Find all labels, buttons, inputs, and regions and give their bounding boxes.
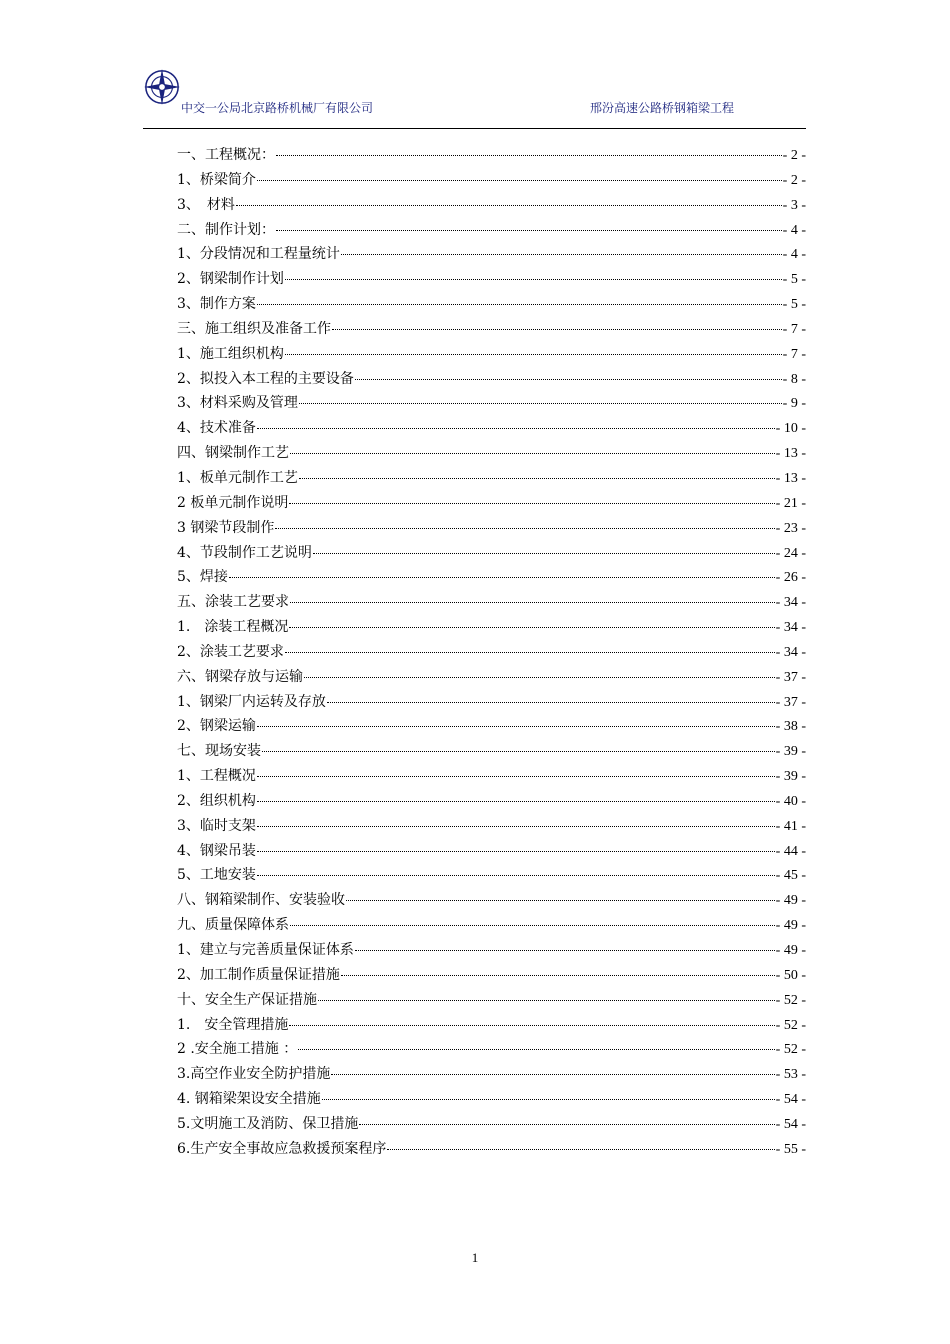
toc-dot-leader [289, 1025, 774, 1026]
toc-entry[interactable] [177, 690, 806, 715]
toc-entry[interactable] [177, 640, 806, 665]
toc-dot-leader [262, 751, 775, 752]
toc-dot-leader [257, 180, 782, 181]
toc-entry[interactable] [177, 441, 806, 466]
toc-entry-title: 1、分段情况和工程量统计 [177, 246, 340, 263]
toc-entry[interactable] [177, 541, 806, 566]
toc-entry-page: - 13 - [775, 470, 806, 486]
toc-dot-leader [229, 577, 775, 578]
toc-entry-page: - 34 - [775, 644, 806, 660]
toc-entry[interactable] [177, 367, 806, 392]
toc-entry-page: - 50 - [775, 967, 806, 983]
toc-entry[interactable] [177, 516, 806, 541]
toc-entry[interactable] [177, 590, 806, 615]
toc-entry[interactable] [177, 714, 806, 739]
toc-entry-page: - 52 - [775, 1017, 806, 1033]
toc-entry-page: - 21 - [775, 495, 806, 511]
toc-entry-title: 五、涂装工艺要求 [177, 594, 289, 611]
toc-dot-leader [332, 329, 782, 330]
toc-dot-leader [387, 1149, 774, 1150]
toc-entry[interactable] [177, 466, 806, 491]
toc-entry[interactable] [177, 416, 806, 441]
toc-entry-page: - 55 - [775, 1141, 806, 1157]
toc-entry-page: - 34 - [775, 595, 806, 611]
toc-entry-title: 一、工程概况： [177, 147, 275, 163]
toc-entry-page: - 37 - [775, 694, 806, 710]
toc-entry-page: - 41 - [775, 818, 806, 834]
toc-entry-title: 2、钢梁制作计划 [177, 271, 284, 288]
toc-entry-page: - 9 - [782, 396, 806, 412]
toc-entry-page: - 7 - [782, 321, 806, 337]
toc-entry[interactable] [177, 1112, 806, 1137]
toc-entry-title: 1、钢梁厂内运转及存放 [177, 693, 326, 710]
toc-entry-title: 3.高空作业安全防护措施 [177, 1066, 331, 1083]
toc-entry-page: - 52 - [775, 992, 806, 1008]
toc-entry[interactable] [177, 963, 806, 988]
toc-entry-title: 1、板单元制作工艺 [177, 469, 298, 486]
toc-dot-leader [289, 627, 774, 628]
toc-entry[interactable] [177, 1062, 806, 1087]
toc-entry-page: - 54 - [775, 1116, 806, 1132]
toc-entry-page: - 39 - [775, 744, 806, 760]
toc-entry[interactable] [177, 739, 806, 764]
toc-entry[interactable] [177, 988, 806, 1013]
toc-entry[interactable] [177, 168, 806, 193]
toc-entry-title: 4、技术准备 [177, 420, 256, 437]
toc-entry-title: 3、制作方案 [177, 296, 256, 313]
toc-dot-leader [298, 1049, 774, 1050]
toc-entry[interactable] [177, 888, 806, 913]
toc-entry-page: - 38 - [775, 719, 806, 735]
project-name: 邢汾高速公路桥钢箱梁工程 [589, 101, 734, 115]
company-logo-icon [143, 68, 181, 106]
toc-entry[interactable] [177, 665, 806, 690]
toc-entry-title: 2、涂装工艺要求 [177, 643, 284, 660]
toc-entry-title: 2、拟投入本工程的主要设备 [177, 370, 354, 387]
toc-entry-page: - 4 - [782, 247, 806, 263]
toc-entry[interactable] [177, 764, 806, 789]
toc-dot-leader [290, 602, 775, 603]
toc-dot-leader [285, 279, 782, 280]
toc-entry[interactable] [177, 193, 806, 218]
toc-dot-leader [257, 776, 775, 777]
toc-dot-leader [257, 428, 775, 429]
toc-entry-title: 十、安全生产保证措施 [177, 991, 317, 1008]
toc-dot-leader [290, 453, 775, 454]
toc-dot-leader [322, 1099, 775, 1100]
toc-entry-title: 1. 涂装工程概况 [177, 619, 289, 636]
toc-entry-title: 3、 材料 [177, 196, 235, 213]
toc-dot-leader [341, 254, 782, 255]
toc-dot-leader [299, 403, 782, 404]
toc-entry-page: - 4 - [782, 222, 806, 238]
company-name: 中交一公局北京路桥机械厂有限公司 [181, 101, 374, 115]
toc-entry-page: - 13 - [775, 446, 806, 462]
toc-entry-title: 3、材料采购及管理 [177, 395, 298, 412]
toc-dot-leader [318, 1000, 775, 1001]
toc-entry-page: - 45 - [775, 868, 806, 884]
toc-entry-page: - 3 - [782, 197, 806, 213]
toc-entry[interactable] [177, 938, 806, 963]
toc-entry-title: 六、钢梁存放与运输 [177, 668, 303, 685]
toc-entry-title: 4、钢梁吊装 [177, 842, 256, 859]
toc-dot-leader [257, 726, 775, 727]
toc-dot-leader [355, 379, 782, 380]
toc-entry-page: - 7 - [782, 346, 806, 362]
toc-entry-page: - 5 - [782, 297, 806, 313]
toc-entry[interactable] [177, 565, 806, 590]
toc-entry-page: - 52 - [775, 1042, 806, 1058]
toc-entry[interactable] [177, 317, 806, 342]
toc-entry-title: 5、焊接 [177, 569, 228, 586]
toc-entry-title: 三、施工组织及准备工作 [177, 320, 331, 337]
toc-entry-page: - 53 - [775, 1067, 806, 1083]
toc-entry-page: - 34 - [775, 620, 806, 636]
table-of-contents [177, 143, 806, 1162]
toc-dot-leader [285, 354, 782, 355]
toc-entry[interactable] [177, 292, 806, 317]
toc-entry-page: - 54 - [775, 1092, 806, 1108]
toc-entry-page: - 40 - [775, 793, 806, 809]
toc-dot-leader [313, 553, 775, 554]
toc-entry-page: - 10 - [775, 421, 806, 437]
toc-entry-title: 九、质量保障体系 [177, 917, 289, 934]
toc-dot-leader [327, 702, 775, 703]
toc-dot-leader [285, 652, 775, 653]
toc-entry-title: 3、临时支架 [177, 817, 256, 834]
toc-entry-page: - 39 - [775, 769, 806, 785]
toc-dot-leader [257, 875, 775, 876]
toc-dot-leader [257, 851, 775, 852]
toc-entry-page: - 26 - [775, 570, 806, 586]
toc-entry[interactable] [177, 839, 806, 864]
toc-entry-title: 七、现场安装 [177, 743, 261, 760]
toc-entry-title: 4. 钢箱梁架设安全措施 [177, 1091, 321, 1108]
toc-entry-title: 1、工程概况 [177, 768, 256, 785]
toc-entry-title: 5、工地安装 [177, 867, 256, 884]
toc-entry-title: 1、建立与完善质量保证体系 [177, 942, 354, 958]
page-header [143, 62, 806, 130]
toc-entry[interactable] [177, 1087, 806, 1112]
toc-dot-leader [355, 950, 775, 951]
toc-entry-title: 2 .安全施工措施 ： [177, 1041, 298, 1058]
toc-entry-title: 1、桥梁简介 [177, 171, 256, 188]
toc-dot-leader [299, 478, 775, 479]
toc-dot-leader [304, 677, 775, 678]
toc-dot-leader [236, 205, 782, 206]
toc-entry-title: 4、节段制作工艺说明 [177, 544, 312, 561]
toc-entry-page: - 23 - [775, 520, 806, 536]
toc-dot-leader [275, 528, 774, 529]
toc-entry-title: 5.文明施工及消防、保卫措施 [177, 1115, 359, 1132]
toc-dot-leader [290, 925, 775, 926]
toc-dot-leader [257, 801, 775, 802]
toc-entry-page: - 8 - [782, 371, 806, 387]
toc-entry[interactable] [177, 391, 806, 416]
toc-entry[interactable] [177, 814, 806, 839]
toc-dot-leader [257, 304, 782, 305]
toc-entry[interactable] [177, 342, 806, 367]
toc-dot-leader [289, 503, 774, 504]
toc-entry-page: - 24 - [775, 545, 806, 561]
toc-entry-page: - 2 - [782, 172, 806, 188]
toc-entry-title: 3 钢梁节段制作 [177, 519, 275, 536]
toc-entry-title: 1、施工组织机构 [177, 345, 284, 362]
toc-entry[interactable] [177, 218, 806, 243]
toc-entry-title: 2 板单元制作说明 [177, 494, 289, 511]
toc-dot-leader [276, 155, 782, 156]
toc-entry-title: 八、钢箱梁制作、安装验收 [177, 892, 345, 909]
toc-entry-page: - 44 - [775, 843, 806, 859]
toc-entry-page: - 37 - [775, 669, 806, 685]
toc-dot-leader [276, 230, 782, 231]
header-divider [143, 128, 806, 129]
toc-entry-title: 6.生产安全事故应急救援预案程序 [177, 1140, 387, 1157]
toc-entry[interactable] [177, 1037, 806, 1062]
toc-dot-leader [359, 1124, 774, 1125]
toc-entry-page: - 49 - [775, 893, 806, 909]
toc-entry-title: 2、组织机构 [177, 792, 256, 809]
toc-dot-leader [331, 1074, 774, 1075]
toc-entry[interactable] [177, 491, 806, 516]
toc-entry-title: 1. 安全管理措施 [177, 1016, 289, 1033]
toc-entry-page: - 49 - [775, 918, 806, 934]
toc-entry-title: 2、加工制作质量保证措施 [177, 966, 340, 983]
toc-entry-page: - 2 - [782, 148, 806, 163]
toc-entry[interactable] [177, 863, 806, 888]
toc-entry[interactable] [177, 789, 806, 814]
toc-dot-leader [346, 900, 775, 901]
toc-entry[interactable] [177, 1013, 806, 1038]
toc-entry[interactable] [177, 242, 806, 267]
toc-dot-leader [257, 826, 775, 827]
toc-entry-title: 二、制作计划： [177, 221, 275, 238]
toc-entry-page: - 5 - [782, 272, 806, 288]
toc-entry-page: - 49 - [775, 943, 806, 958]
toc-dot-leader [341, 975, 775, 976]
page-number: 1 [471, 1250, 479, 1265]
toc-entry-title: 四、钢梁制作工艺 [177, 445, 289, 462]
toc-entry[interactable] [177, 913, 806, 938]
toc-entry[interactable] [177, 143, 806, 168]
toc-entry-title: 2、钢梁运输 [177, 718, 256, 735]
toc-entry[interactable] [177, 267, 806, 292]
toc-entry[interactable] [177, 1137, 806, 1162]
toc-entry[interactable] [177, 615, 806, 640]
